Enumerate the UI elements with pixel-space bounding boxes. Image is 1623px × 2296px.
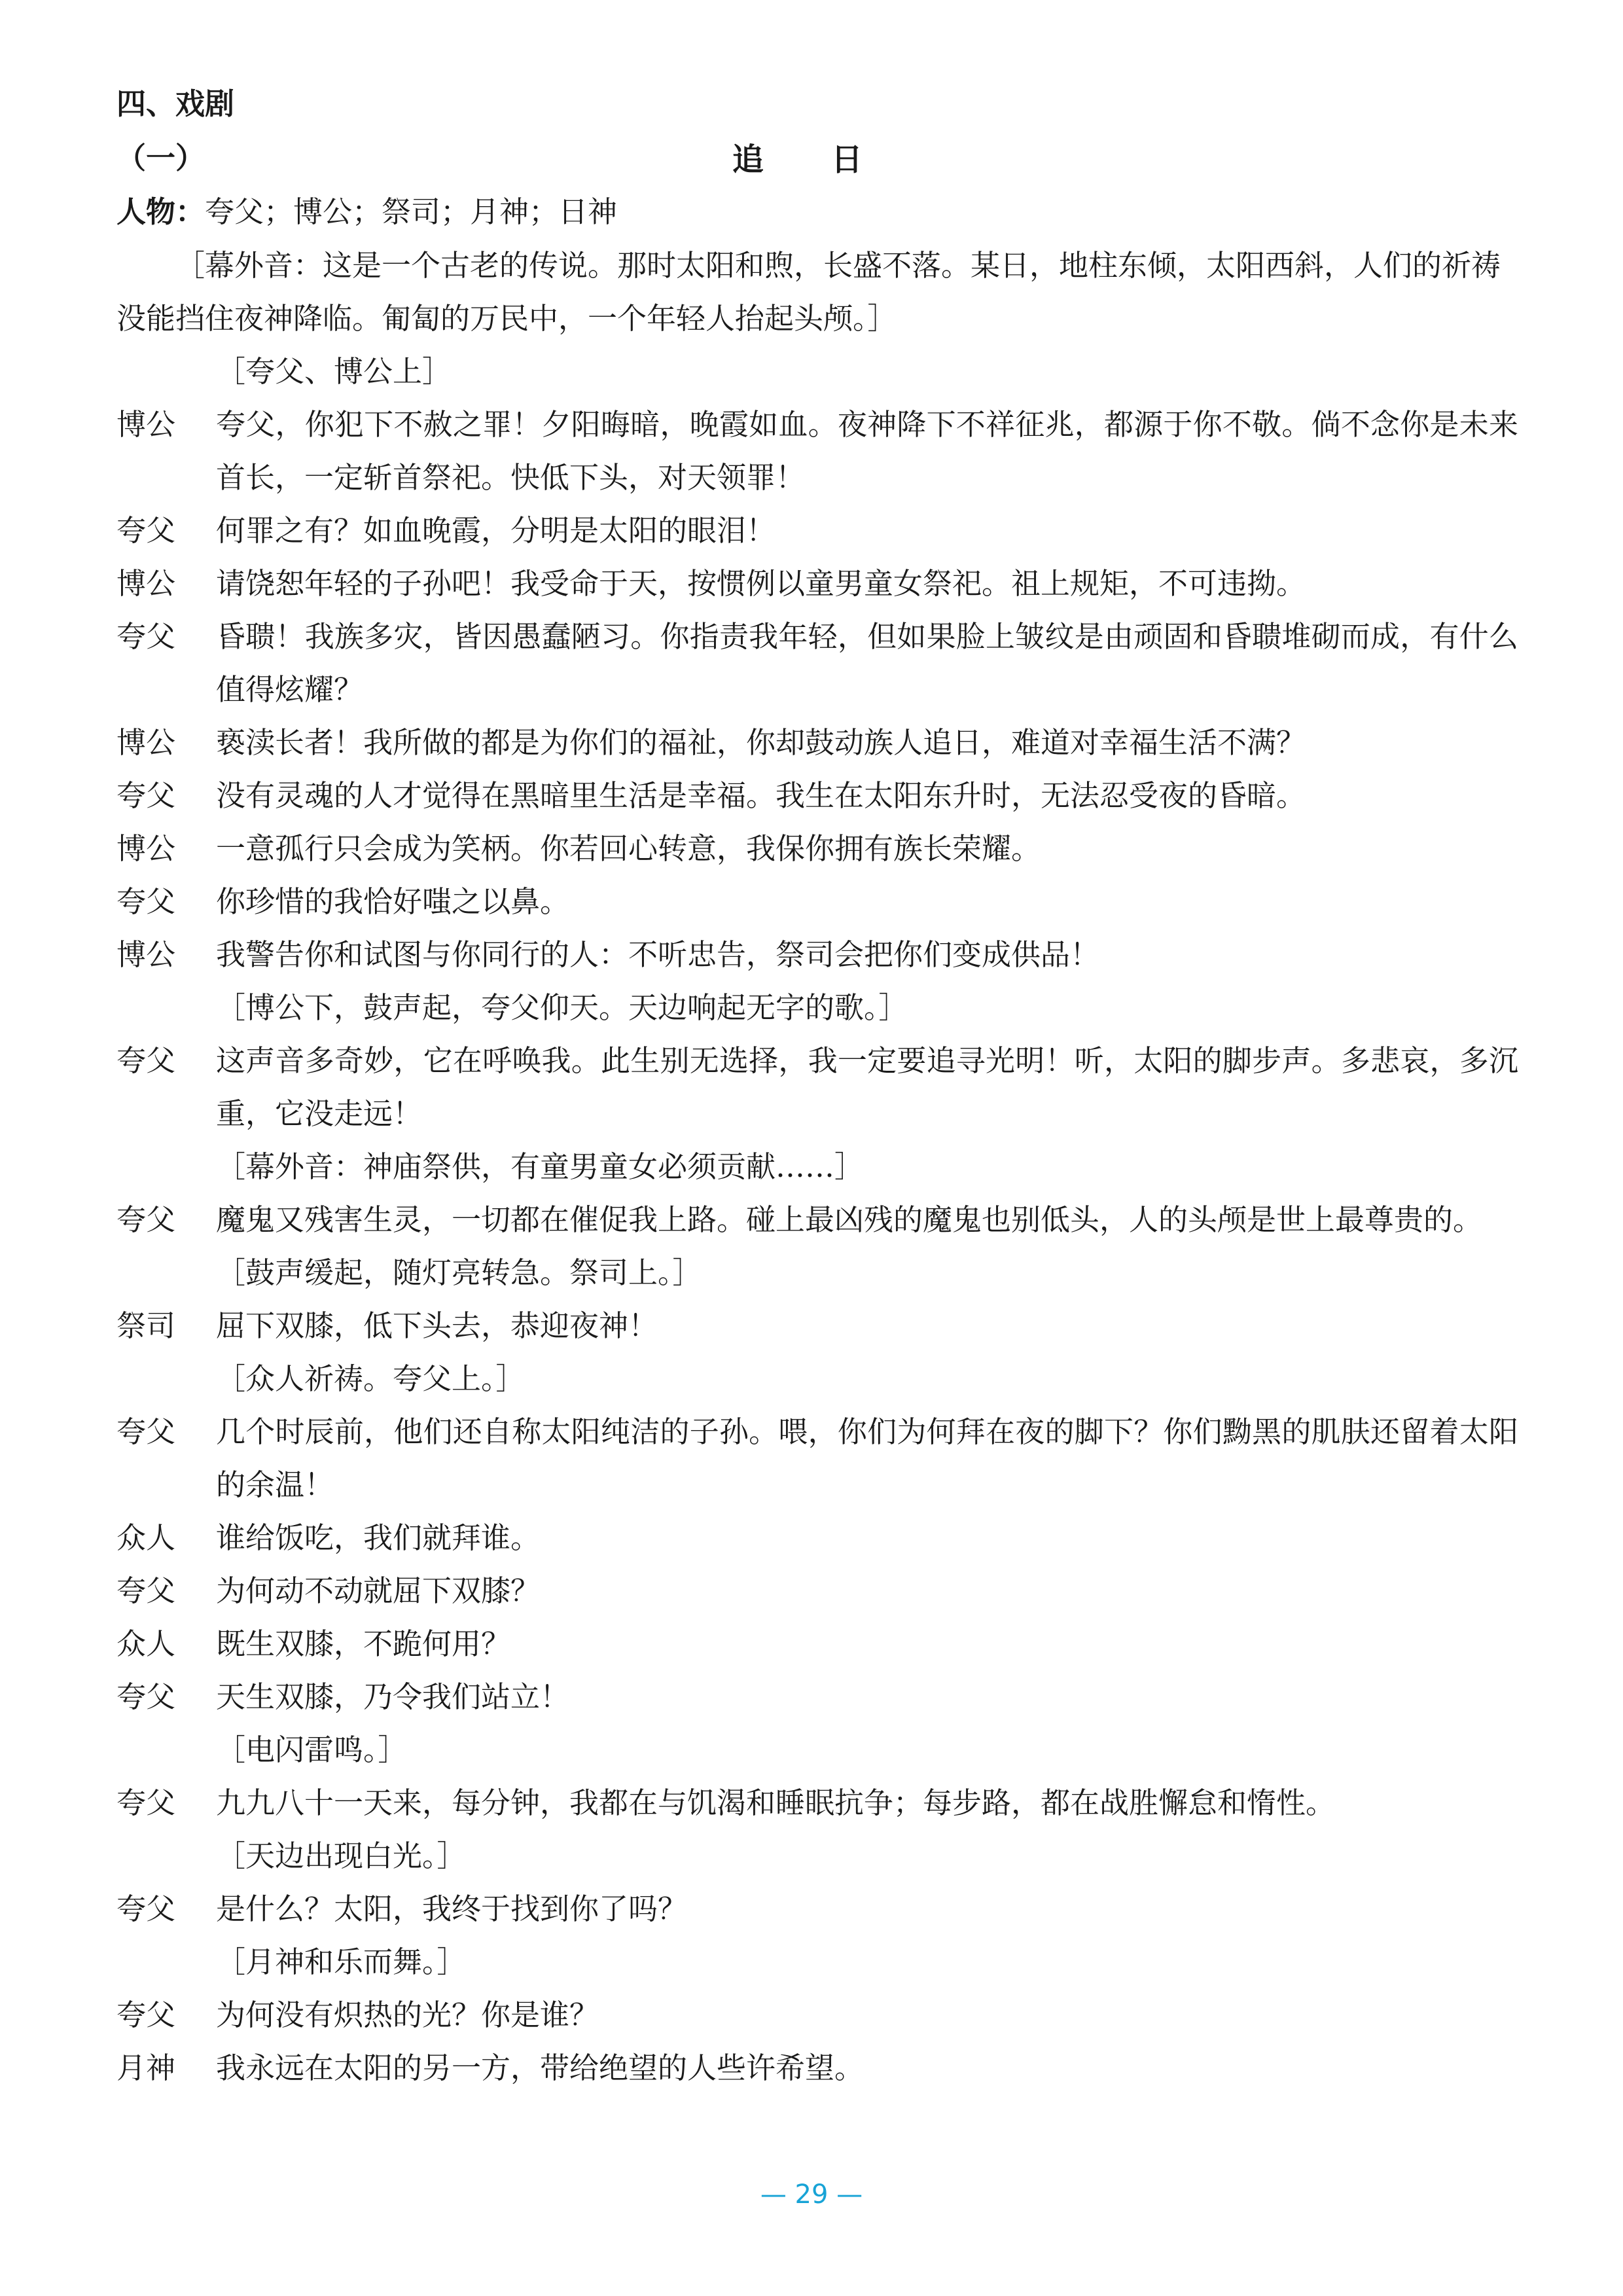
stage-direction: ［天边出现白光。］ (216, 1839, 467, 1873)
speaker-name: 夸父 (116, 1998, 176, 2032)
speaker-name: 祭司 (116, 1308, 176, 1343)
dialogue-line (116, 1776, 1518, 1829)
dialogue-text: 为何动不动就屈下双膝？ (216, 1573, 541, 1608)
character-names: 夸父；博公；祭司；月神；日神 (205, 194, 618, 229)
speaker-name: 夸父 (116, 513, 176, 548)
sub-number: （一） (116, 141, 205, 175)
character-list (116, 188, 617, 230)
dialogue-line (116, 1034, 1518, 1140)
script-body (116, 239, 1518, 2094)
stage-direction: ［鼓声缓起，随灯亮转急。祭司上。］ (216, 1255, 702, 1290)
dialogue-text: 请饶恕年轻的子孙吧！我受命于天，按惯例以童男童女祭祀。祖上规矩，不可违拗。 (216, 566, 1306, 601)
dialogue-text: 亵渎长者！我所做的都是为你们的福祉，你却鼓动族人追日，难道对幸福生活不满？ (216, 725, 1306, 760)
dialogue-text: 魔鬼又残害生灵，一切都在催促我上路。碰上最凶残的魔鬼也别低头，人的头颅是世上最尊贵的。 (216, 1202, 1483, 1237)
dialogue-line (116, 1564, 1518, 1617)
speaker-name: 夸父 (116, 1043, 176, 1078)
dialogue-text: 屈下双膝，低下头去，恭迎夜神！ (216, 1308, 658, 1343)
dialogue-text: 这声音多奇妙，它在呼唤我。此生别无选择，我一定要追寻光明！听，太阳的脚步声。多悲哀，多沉重，它没走远！ (216, 1043, 1518, 1131)
dialogue-line (116, 769, 1518, 822)
speaker-name: 夸父 (116, 884, 176, 919)
stage-direction: ［众人祈祷。夸父上。］ (216, 1361, 526, 1396)
speaker-name: 博公 (116, 831, 176, 866)
dialogue-text: 几个时辰前，他们还自称太阳纯洁的子孙。喂，你们为何拜在夜的脚下？你们黝黑的肌肤还留着太阳的余温！ (216, 1414, 1518, 1502)
play-title: 追 日 (732, 141, 891, 178)
dialogue-text: 你珍惜的我恰好嗤之以鼻。 (216, 884, 570, 919)
dialogue-text: 我警告你和试图与你同行的人：不听忠告，祭司会把你们变成供品！ (216, 937, 1100, 972)
dialogue-line (116, 1670, 1518, 1723)
dialogue-text: 天生双膝，乃令我们站立！ (216, 1679, 570, 1714)
stage-direction: ［幕外音：神庙祭供，有童男童女必须贡献……］ (216, 1149, 865, 1184)
speaker-name: 夸父 (116, 1414, 176, 1449)
dialogue-line (116, 716, 1518, 769)
stage-direction: ［博公下，鼓声起，夸父仰天。天边响起无字的歌。］ (216, 990, 908, 1025)
speaker-name: 博公 (116, 725, 176, 760)
dialogue-text: 没有灵魂的人才觉得在黑暗里生活是幸福。我生在太阳东升时，无法忍受夜的昏暗。 (216, 778, 1306, 813)
speaker-name: 博公 (116, 566, 176, 601)
speaker-name: 博公 (116, 937, 176, 972)
speaker-name: 众人 (116, 1520, 176, 1555)
speaker-name: 月神 (116, 2051, 176, 2085)
dialogue-line (116, 398, 1518, 504)
opening-narration: ［幕外音：这是一个古老的传说。那时太阳和煦，长盛不落。某日，地柱东倾，太阳西斜，人们的祈祷没能挡住夜神降临。匍匐的万民中，一个年轻人抬起头颅。］ (116, 248, 1501, 336)
speaker-name: 夸父 (116, 778, 176, 813)
stage-direction: ［月神和乐而舞。］ (216, 1945, 467, 1979)
dialogue-line (116, 2041, 1518, 2094)
dialogue-line (116, 928, 1518, 981)
speaker-name: 众人 (116, 1626, 176, 1661)
dialogue-text: 夸父，你犯下不赦之罪！夕阳晦暗，晚霞如血。夜神降下不祥征兆，都源于你不敬。倘不念你是未来首长，一定斩首祭祀。快低下头，对天领罪！ (216, 407, 1518, 495)
dialogue-text: 是什么？太阳，我终于找到你了吗？ (216, 1892, 688, 1926)
dialogue-line (116, 557, 1518, 610)
dialogue-line (116, 1511, 1518, 1564)
dialogue-line (116, 504, 1518, 557)
dialogue-list (116, 398, 1518, 2094)
speaker-name: 博公 (116, 407, 176, 442)
dialogue-line (116, 610, 1518, 716)
dialogue-text: 昏聩！我族多灾，皆因愚蠢陋习。你指责我年轻，但如果脸上皱纹是由顽固和昏聩堆砌而成，有什么值得炫耀？ (216, 619, 1518, 707)
stage-direction: ［夸父、博公上］ (216, 354, 452, 389)
character-label: 人物： (116, 194, 205, 229)
speaker-name: 夸父 (116, 1785, 176, 1820)
speaker-name: 夸父 (116, 1573, 176, 1608)
dialogue-line (116, 1617, 1518, 1670)
stage-direction: ［电闪雷鸣。］ (216, 1732, 408, 1767)
dialogue-line (116, 1882, 1518, 1935)
dialogue-text: 为何没有炽热的光？你是谁？ (216, 1998, 599, 2032)
dialogue-text: 九九八十一天来，每分钟，我都在与饥渴和睡眠抗争；每步路，都在战胜懈怠和惰性。 (216, 1785, 1336, 1820)
dialogue-text: 一意孤行只会成为笑柄。你若回心转意，我保你拥有族长荣耀。 (216, 831, 1041, 866)
dialogue-text: 既生双膝，不跪何用？ (216, 1626, 511, 1661)
dialogue-line (116, 1193, 1518, 1246)
dialogue-line (116, 1405, 1518, 1511)
dialogue-line (116, 822, 1518, 875)
speaker-name: 夸父 (116, 1679, 176, 1714)
dialogue-line (116, 1299, 1518, 1352)
speaker-name: 夸父 (116, 1202, 176, 1237)
dialogue-text: 我永远在太阳的另一方，带给绝望的人些许希望。 (216, 2051, 865, 2085)
section-heading: 四、戏剧 (116, 86, 235, 121)
speaker-name: 夸父 (116, 1892, 176, 1926)
dialogue-text: 何罪之有？如血晚霞，分明是太阳的眼泪！ (216, 513, 776, 548)
dialogue-line (116, 1988, 1518, 2041)
speaker-name: 夸父 (116, 619, 176, 654)
dialogue-line (116, 875, 1518, 928)
page-number: — 29 — (760, 2179, 863, 2210)
dialogue-text: 谁给饭吃，我们就拜谁。 (216, 1520, 541, 1555)
